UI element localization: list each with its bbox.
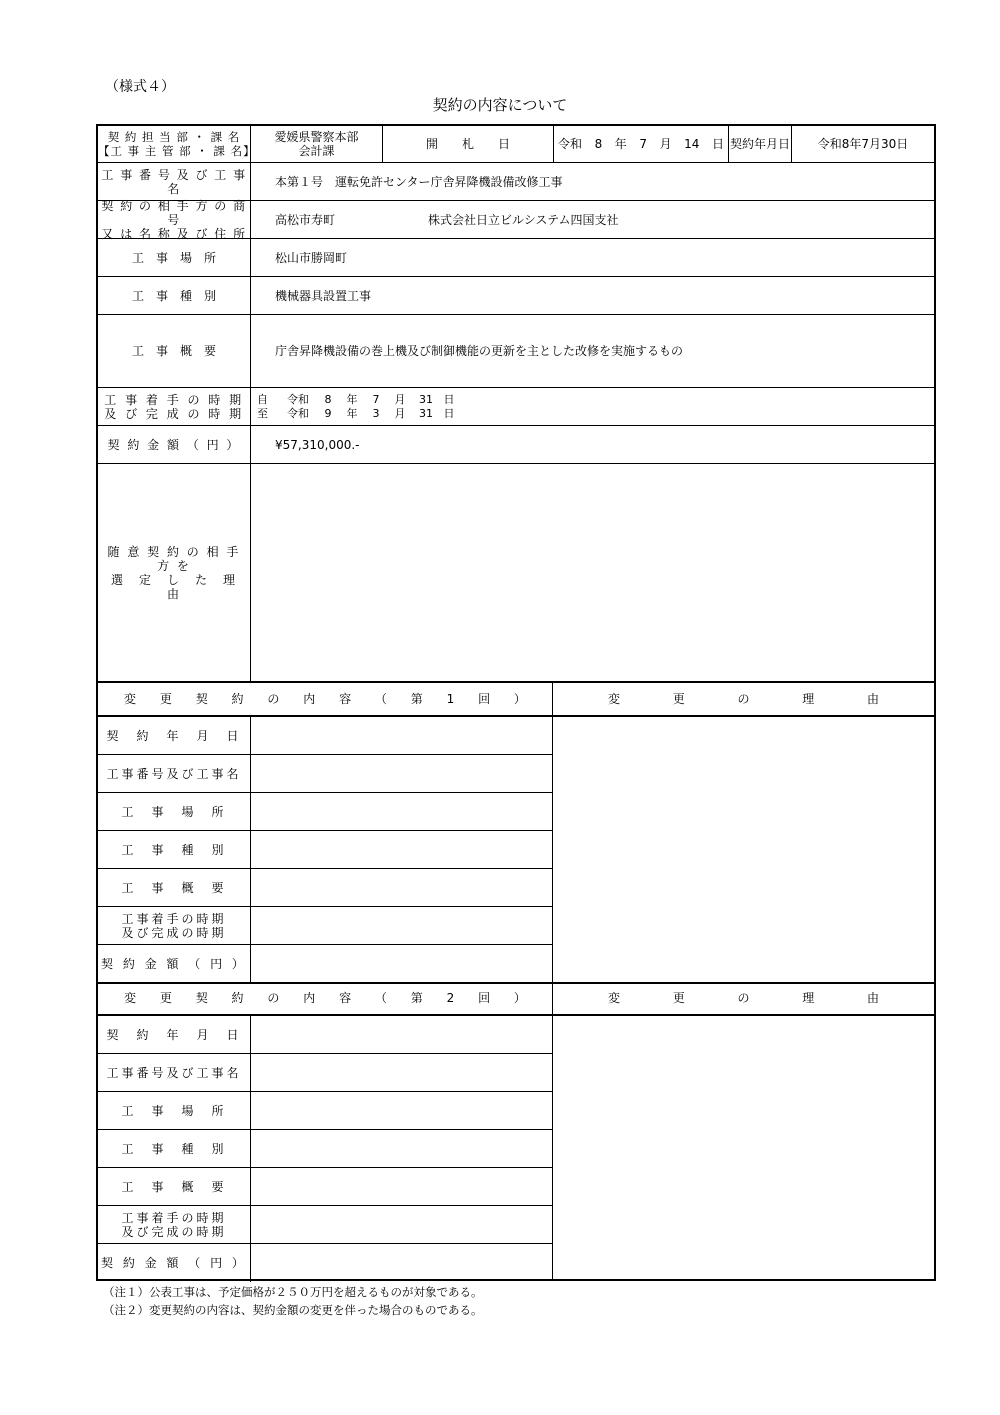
- change-row-label-line: 及び完成の時期: [121, 1224, 227, 1239]
- reason-label: [98, 464, 250, 681]
- grid-line: [250, 715, 251, 983]
- notes: [103, 1283, 483, 1319]
- grid-line: [98, 314, 934, 315]
- type-label: 工 事 種 別: [131, 288, 216, 303]
- change-reason-heading-char: 変: [608, 991, 621, 1005]
- change-row-label: [98, 755, 250, 792]
- grid-line: [552, 683, 553, 982]
- change-heading-char: 更: [159, 692, 172, 706]
- change-row-label-line: 工 事 概 要: [121, 1179, 227, 1194]
- period-to-part: 月: [394, 406, 406, 420]
- change-row-label: [98, 1092, 250, 1129]
- change-reason-heading-char: 由: [866, 692, 879, 706]
- change-row-value: [251, 945, 552, 982]
- change-heading-char: 内: [303, 692, 316, 706]
- change-row-label: [98, 907, 250, 944]
- change-row-label: [98, 1054, 250, 1091]
- change-row-label-line: 契 約 年 月 日: [106, 1027, 242, 1042]
- period-to-part: 年: [346, 406, 358, 420]
- period-to-part: 至: [257, 406, 268, 420]
- change-row-label: [98, 1206, 250, 1243]
- project-value: 本第１号 運転免許センター庁舎昇降機設備改修工事: [275, 174, 563, 189]
- dept-label-line1: 契 約 担 当 部 ・ 課 名: [107, 130, 241, 144]
- partner-address: 高松市寿町: [275, 212, 336, 227]
- grid-line: [98, 276, 934, 277]
- change-heading-char: 回: [478, 991, 491, 1005]
- period-label-line2: 及 び 完 成 の 時 期: [104, 406, 244, 421]
- change-reason-heading-char: の: [737, 991, 750, 1005]
- period-from-part: 7: [372, 392, 380, 406]
- bid-date-label: 開 札 日: [425, 137, 510, 151]
- grid-line: [98, 162, 934, 163]
- period-from-part: 月: [394, 392, 406, 406]
- bid-date-part: 月: [659, 137, 672, 151]
- change-row-label-line: 工 事 場 所: [121, 804, 227, 819]
- change-row-label: [98, 1130, 250, 1167]
- change-row-value: [251, 793, 552, 830]
- bid-date-part: 7: [639, 137, 647, 151]
- contract-date-value: 令和8年7月30日: [817, 137, 909, 151]
- change-heading-char: の: [267, 991, 280, 1005]
- bid-date-part: 年: [614, 137, 627, 151]
- change-row-label-line: 工 事 種 別: [121, 842, 227, 857]
- change-row-value: [251, 1168, 552, 1205]
- bid-date-value: [554, 126, 728, 162]
- change-heading-char: 容: [339, 991, 352, 1005]
- bid-date-part: 日: [711, 137, 724, 151]
- partner-label-line2: 又 は 名 称 及 び 住 所: [101, 226, 247, 241]
- change-row-value: [251, 1130, 552, 1167]
- change-heading-char: 約: [231, 692, 244, 706]
- document-title: 契約の内容について: [432, 96, 568, 114]
- change-heading: [98, 683, 552, 715]
- grid-line: [382, 126, 383, 162]
- change-row-label: [98, 869, 250, 906]
- bid-date-part: 8: [594, 137, 603, 151]
- change-row-label: [98, 1168, 250, 1205]
- change-heading-char: 内: [303, 991, 316, 1005]
- change-heading-char: 変: [124, 991, 137, 1005]
- change-reason-heading-char: 理: [802, 991, 815, 1005]
- period-from-part: 自: [257, 392, 268, 406]
- change-row-value: [251, 1092, 552, 1129]
- change-row-label-line: 工 事 場 所: [121, 1103, 227, 1118]
- change-row-value: [251, 1206, 552, 1243]
- bid-date-part: 14: [684, 137, 700, 151]
- dept-value: [251, 126, 382, 162]
- change-row-label-line: 工 事 概 要: [121, 880, 227, 895]
- change-heading-char: （: [374, 991, 387, 1005]
- partner-label-line1: 契 約 の 相 手 方 の 商 号: [101, 198, 247, 227]
- dept-label: [98, 126, 256, 162]
- project-label: 工 事 番 号 及 び 工 事 名: [101, 167, 247, 196]
- change-heading-char: 1: [446, 692, 455, 706]
- change-row-label: [98, 1016, 250, 1053]
- amount-label: 契 約 金 額 （ 円 ）: [107, 437, 241, 452]
- note-1: （注１）公表工事は、予定価格が２５０万円を超えるものが対象である。: [103, 1285, 483, 1299]
- change-row-value: [251, 907, 552, 944]
- period-from-part: 日: [443, 392, 455, 406]
- change-row-value: [251, 869, 552, 906]
- change-reason-heading-char: の: [737, 692, 750, 706]
- form-number-label: （様式４）: [105, 79, 175, 95]
- period-to-part: 31: [419, 406, 433, 420]
- change-heading-char: 約: [231, 991, 244, 1005]
- contract-form-table: [96, 124, 936, 1281]
- grid-line: [98, 387, 934, 388]
- change-heading-char: ）: [513, 991, 526, 1005]
- period-from-part: 8: [324, 392, 332, 406]
- change-row-label: [98, 1244, 250, 1281]
- reason-label-line1: 随 意 契 約 の 相 手 方 を: [107, 544, 241, 573]
- change-reason-heading: [553, 683, 934, 715]
- dept-value-line1: 愛媛県警察本部: [274, 130, 359, 144]
- change-heading-char: 第: [410, 692, 423, 706]
- change-heading-char: の: [267, 692, 280, 706]
- amount-value: ¥57,310,000.-: [275, 437, 360, 452]
- change-heading-char: 変: [124, 692, 137, 706]
- change-heading-char: （: [374, 692, 387, 706]
- grid-line: [98, 463, 934, 464]
- change-heading-char: ）: [513, 692, 526, 706]
- type-value: 機械器具設置工事: [275, 288, 372, 303]
- change-reason-heading-char: 更: [672, 692, 685, 706]
- dept-value-line2: 会計課: [298, 144, 335, 158]
- change-row-value: [251, 1054, 552, 1091]
- partner-label: [98, 198, 250, 241]
- change-heading-char: 更: [159, 991, 172, 1005]
- change-row-label: [98, 793, 250, 830]
- reason-value: [251, 464, 934, 681]
- change-reason-heading-char: 変: [608, 692, 621, 706]
- period-to-part: 3: [372, 406, 380, 420]
- period-to-part: 日: [443, 406, 455, 420]
- period-from-part: 年: [346, 392, 358, 406]
- change-row-label-line: 工 事 種 別: [121, 1141, 227, 1156]
- site-label: 工 事 場 所: [131, 250, 216, 265]
- change-row-label-line: 及び完成の時期: [121, 925, 227, 940]
- change-heading-char: 容: [339, 692, 352, 706]
- note-2: （注２）変更契約の内容は、契約金額の変更を伴った場合のものである。: [103, 1303, 483, 1317]
- change-row-value: [251, 717, 552, 754]
- change-row-value: [251, 831, 552, 868]
- change-row-value: [251, 755, 552, 792]
- change-row-label: [98, 717, 250, 754]
- change-row-label: [98, 945, 250, 982]
- period-from: [257, 393, 497, 407]
- change-heading-char: 回: [478, 692, 491, 706]
- site-value: 松山市勝岡町: [275, 250, 348, 265]
- grid-line: [98, 425, 934, 426]
- change-heading: [98, 982, 552, 1014]
- period-to-part: 令和: [287, 406, 309, 420]
- change-row-label-line: 契 約 金 額 （ 円 ）: [101, 956, 247, 971]
- change-reason-heading-char: 更: [672, 991, 685, 1005]
- dept-label-line2: 【工 事 主 管 部 ・ 課 名】: [98, 144, 256, 158]
- grid-line: [791, 126, 792, 162]
- period-value: [257, 388, 497, 425]
- grid-line: [250, 126, 251, 681]
- bid-date-part: 令和: [558, 137, 583, 151]
- change-row-label-line: 工事着手の時期: [121, 1210, 227, 1225]
- change-heading-char: 2: [446, 991, 455, 1005]
- period-to: [257, 407, 497, 421]
- change-row-label: [98, 831, 250, 868]
- period-from-part: 令和: [287, 392, 309, 406]
- grid-line: [552, 982, 553, 1281]
- change-row-value: [251, 1016, 552, 1053]
- change-heading-char: 第: [410, 991, 423, 1005]
- change-row-label-line: 工事着手の時期: [121, 911, 227, 926]
- grid-line: [250, 1014, 251, 1282]
- period-label-line1: 工 事 着 手 の 時 期: [104, 392, 244, 407]
- period-to-part: 9: [324, 406, 332, 420]
- grid-line: [553, 126, 554, 162]
- change-reason-heading-char: 理: [802, 692, 815, 706]
- change-heading-char: 契: [195, 692, 208, 706]
- grid-line: [98, 200, 934, 201]
- grid-line: [98, 238, 934, 239]
- change-row-label-line: 契 約 年 月 日: [106, 728, 242, 743]
- period-from-part: 31: [419, 392, 433, 406]
- grid-line: [728, 126, 729, 162]
- change-reason-heading: [553, 982, 934, 1014]
- reason-label-line2: 選 定 し た 理 由: [110, 572, 252, 601]
- change-row-label-line: 工事番号及び工事名: [106, 766, 242, 781]
- change-reason-heading-char: 由: [866, 991, 879, 1005]
- change-row-label-line: 工事番号及び工事名: [106, 1065, 242, 1080]
- partner-name: 株式会社日立ビルシステム四国支社: [428, 212, 619, 227]
- contract-date-label: 契約年月日: [729, 137, 790, 151]
- summary-label: 工 事 概 要: [131, 344, 216, 358]
- summary-value: 庁舎昇降機設備の巻上機及び制御機能の更新を主とした改修を実施するもの: [275, 344, 684, 358]
- change-row-value: [251, 1244, 552, 1281]
- period-label: [98, 388, 250, 425]
- change-heading-char: 契: [195, 991, 208, 1005]
- change-row-label-line: 契 約 金 額 （ 円 ）: [101, 1255, 247, 1270]
